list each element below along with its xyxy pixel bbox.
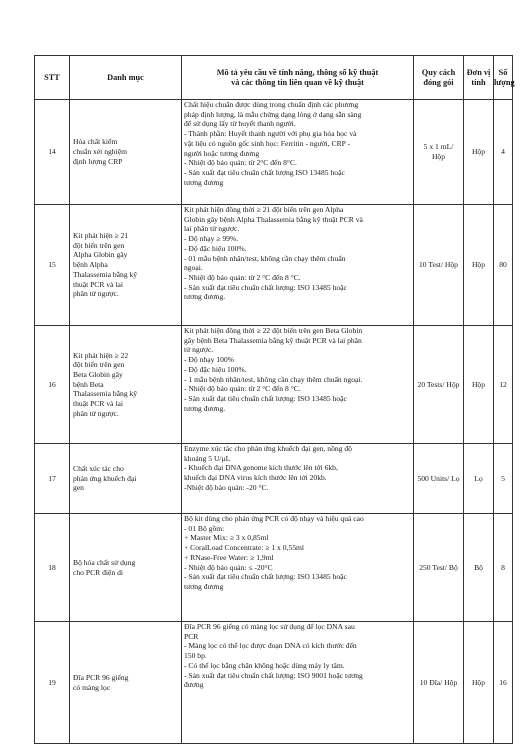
item-description-line: - Thành phần: Huyết thanh người với phụ gia hóa học và (184, 129, 357, 139)
item-description-line: để sử dụng lấy từ huyết thanh người. (184, 119, 296, 129)
item-description-line: tử ngược. (184, 345, 214, 355)
item-description (182, 205, 414, 326)
item-category-line: cho PCR điện di (73, 567, 123, 577)
header-row (35, 56, 513, 100)
item-description-line: - Độ nhạy ≥ 99%. (184, 234, 239, 244)
row-number: 17 (35, 444, 70, 514)
item-description-line: - Độ đặc hiệu 100%. (184, 243, 247, 253)
item-category-line: phân tử ngược. (73, 408, 119, 418)
item-description-line: - Sản xuất đạt tiêu chuẩn chất lượng: ISO 13485 hoặc (184, 282, 347, 292)
item-category-line: chuẩn xét nghiệm (73, 147, 127, 157)
item-description-line: 150 bp. (184, 651, 207, 661)
table-body (35, 100, 513, 744)
item-description-line: + RNase-Free Water: ≥ 1,9ml (184, 552, 274, 562)
table-row (35, 205, 513, 326)
item-category (70, 622, 182, 744)
item-description-line: - 1 mẫu bệnh nhân/test, không cần chạy thêm chuẩn ngoại. (184, 374, 363, 384)
item-category-line: Thalassemia bằng kỹ (73, 269, 138, 279)
item-description-line: khuếch đại DNA virus kích thước lên tới 20kb. (184, 473, 327, 483)
item-category-line: có màng lọc (73, 682, 111, 692)
item-description-line: - Sản xuất đạt tiêu chuẩn chất lượng: ISO 13485 hoặc (184, 393, 347, 403)
item-description (182, 514, 414, 622)
item-category-line: Chất xúc tác cho (73, 463, 124, 473)
item-category (70, 100, 182, 205)
item-description-line: - Có thể lọc bằng chân không hoặc dùng máy ly tâm. (184, 660, 345, 670)
item-category-line: đột biến trên gen (73, 360, 125, 370)
item-description-line: tương đương (184, 581, 224, 591)
item-quantity: 4 (494, 100, 513, 205)
item-description-line: + CoralLoad Concentrate: ≥ 1 x 0,55ml (184, 543, 305, 553)
item-description-line: - Độ đặc hiệu 100%. (184, 364, 247, 374)
item-description-line: - 01 Bộ gồm: (184, 523, 225, 533)
item-category-line: Đĩa PCR 96 giếng (73, 672, 129, 682)
item-description-line: - Sản xuất đạt tiêu chuẩn chất lượng ISO 13485 hoặc (184, 167, 345, 177)
item-packing (414, 100, 464, 205)
item-quantity: 8 (494, 514, 513, 622)
item-unit: Hộp (464, 622, 494, 744)
row-number: 14 (35, 100, 70, 205)
item-packing-line: 20 Tests/ Hộp (417, 379, 460, 389)
item-description (182, 326, 414, 444)
item-description-line: - Nhiệt độ bảo quản: từ 2°C đến 8°C. (184, 158, 297, 168)
table-row (35, 326, 513, 444)
item-description-line: ngoại. (184, 263, 203, 273)
item-packing-line: 500 Units/ Lọ (417, 473, 460, 483)
item-quantity: 80 (494, 205, 513, 326)
item-description-line: - Khuếch đại DNA genome kích thước lên tới 6kb, (184, 463, 338, 473)
item-unit: Hộp (464, 100, 494, 205)
item-packing (414, 622, 464, 744)
item-category-line: Kit phát hiện ≥ 22 (73, 350, 129, 360)
item-category-line: bệnh Alpha (73, 260, 108, 270)
item-quantity: 16 (494, 622, 513, 744)
header-packing: Quy cách đóng gói (414, 56, 464, 100)
table-row (35, 514, 513, 622)
item-category (70, 326, 182, 444)
item-category (70, 205, 182, 326)
item-packing (414, 514, 464, 622)
row-number: 19 (35, 622, 70, 744)
item-description-line: pháp định lượng, là mẫu chứng dạng lỏng ở dạng sẵn sàng (184, 109, 362, 119)
item-description-line: tương đương (184, 177, 224, 187)
item-category (70, 514, 182, 622)
item-category-line: bệnh Beta (73, 379, 104, 389)
item-category (70, 444, 182, 514)
item-packing-line: 250 Test/ Bộ (419, 562, 458, 572)
item-description-line: lai phân tử ngược. (184, 224, 240, 234)
item-category-line: phản ứng khuếch đại (73, 473, 137, 483)
item-unit: Hộp (464, 326, 494, 444)
item-unit: Hộp (464, 205, 494, 326)
item-description-line: Enzyme xúc tác cho phản ứng khuếch đại gen, nồng độ (184, 444, 352, 453)
item-description (182, 622, 414, 744)
table-row (35, 100, 513, 205)
item-description-line: - Màng lọc có thể lọc được đoạn DNA có kích thước đến (184, 641, 357, 651)
item-description (182, 444, 414, 514)
item-packing-line: Hộp (431, 152, 446, 161)
item-packing-line: 10 Test/ Hộp (419, 260, 458, 270)
item-description-line: người hoặc tương đương (184, 148, 260, 158)
item-description-line: - Nhiệt độ bảo quản: từ 2 °C đến 8 °C. (184, 384, 301, 394)
item-description (182, 100, 414, 205)
item-description-line: + Master Mix: ≥ 3 x 0,85ml (184, 533, 269, 543)
header-description: Mô tả yêu cầu về tính năng, thông số kỹ thuật và các thông tin liên quan về kỹ thuật (182, 56, 414, 100)
item-packing (414, 444, 464, 514)
item-description-line: Chất hiệu chuẩn được dùng trong chuẩn định các phương (184, 100, 359, 109)
item-unit: Lọ (464, 444, 494, 514)
item-description-line: - Sản xuất đạt tiêu chuẩn chất lượng: ISO 13485 hoặc (184, 572, 347, 582)
item-unit: Bộ (464, 514, 494, 622)
item-description-line: Đĩa PCR 96 giếng có màng lọc sử dụng để lọc DNA sau (184, 622, 355, 631)
item-category-line: phân tử ngược. (73, 289, 119, 299)
item-description-line: đương (184, 680, 204, 690)
item-category-line: Kit phát hiện ≥ 21 (73, 231, 129, 241)
row-number: 15 (35, 205, 70, 326)
item-quantity: 5 (494, 444, 513, 514)
item-category-line: Beta Globin gây (73, 369, 123, 379)
item-packing-line: 10 Đĩa/ Hộp (419, 677, 458, 687)
technical-spec-table (34, 55, 513, 744)
item-description-line: - 01 mẫu bệnh nhân/test, không cần chạy thêm chuẩn (184, 253, 346, 263)
item-category-line: định lượng CRP (73, 156, 123, 166)
item-packing-line: 5 x 1 mL/ (423, 142, 454, 152)
item-description-line: tương đương. (184, 292, 226, 302)
row-number: 16 (35, 326, 70, 444)
item-description-line: vật liệu có nguồn gốc sinh học: Ferritin - người, CRP - (184, 138, 351, 148)
item-category-line: Bộ hóa chất sử dụng (73, 557, 136, 567)
item-description-line: khoảng 5 U/μL (184, 453, 231, 463)
item-description-line: - Sản xuất đạt tiêu chuẩn chất lượng: ISO 9001 hoặc tương (184, 670, 363, 680)
header-quantity: Số lượng (494, 56, 513, 100)
item-category-line: Alpha Globin gây (73, 250, 128, 260)
table-row (35, 622, 513, 744)
item-description-line: - Nhiệt độ bảo quản: từ 2 °C đến 8 °C. (184, 272, 301, 282)
item-description-line: Bộ kit dùng cho phản ứng PCR có độ nhạy và hiệu quả cao (184, 514, 364, 523)
item-category-line: thuật PCR và lai (73, 399, 123, 409)
item-description-line: PCR (184, 631, 199, 641)
header-category: Danh mục (70, 56, 182, 100)
item-packing (414, 205, 464, 326)
header-stt: STT (35, 56, 70, 100)
item-description-line: - Nhiệt độ bảo quản: ≤ -20°C (184, 562, 273, 572)
item-category-line: Thalassemia bằng kỹ (73, 389, 138, 399)
item-description-line: gây bệnh Beta Thalassemia bằng kỹ thuật PCR và lai phân (184, 335, 362, 345)
item-description-line: - Độ nhạy 100% (184, 355, 234, 365)
item-description-line: tương đương. (184, 403, 226, 413)
item-description-line: Kit phát hiện đồng thời ≥ 21 đột biến trên gen Alpha (184, 205, 344, 214)
header-unit: Đơn vị tính (464, 56, 494, 100)
item-description-line: Globin gây bệnh Alpha Thalassemia bằng kỹ thuật PCR và (184, 214, 363, 224)
item-quantity: 12 (494, 326, 513, 444)
item-description-line: Kit phát hiện đồng thời ≥ 22 đột biến trên gen Beta Globin (184, 326, 363, 335)
item-description-line: -Nhiệt độ bảo quản: -20 °C. (184, 482, 269, 492)
item-category-line: đột biến trên gen (73, 240, 125, 250)
item-category-line: gen (73, 483, 84, 493)
item-category-line: Hóa chất kiểm (73, 137, 118, 147)
item-packing (414, 326, 464, 444)
table-row (35, 444, 513, 514)
row-number: 18 (35, 514, 70, 622)
item-category-line: thuật PCR và lai (73, 279, 123, 289)
